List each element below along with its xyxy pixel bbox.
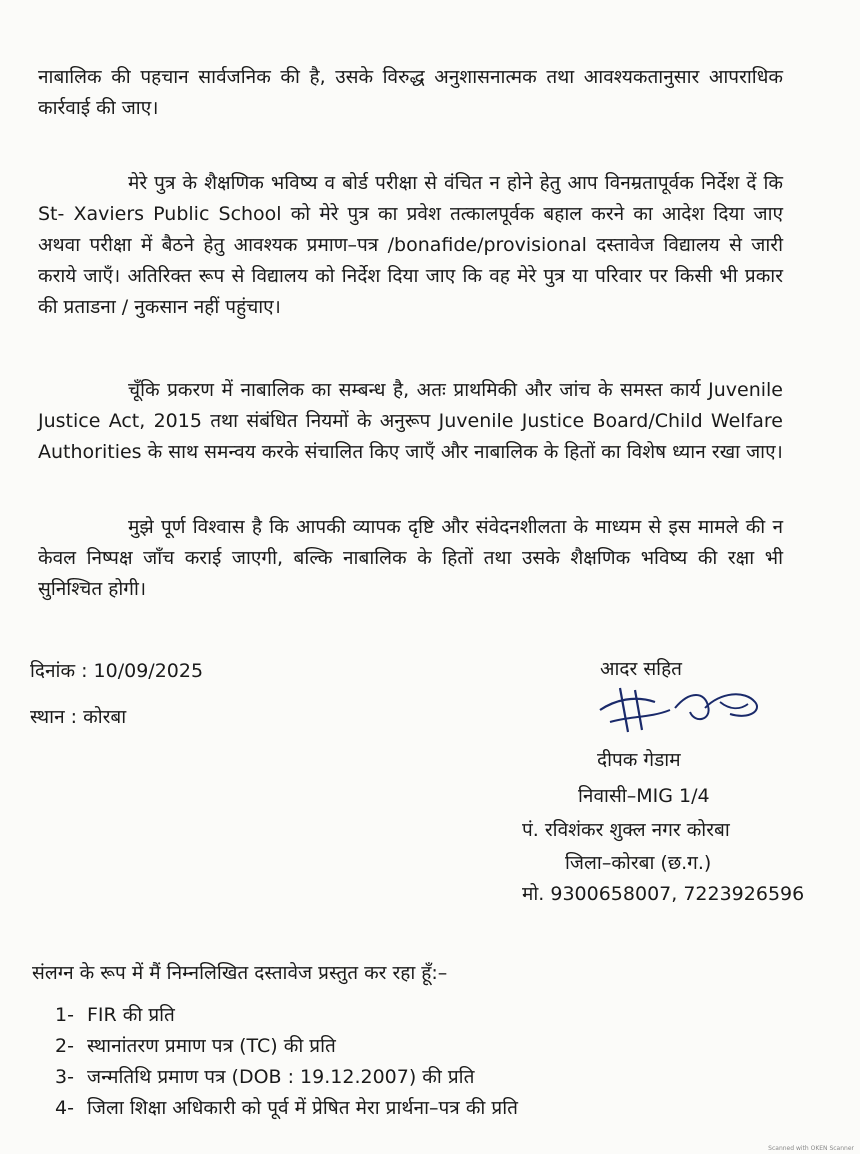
enclosures-list (55, 1000, 518, 1124)
scanner-watermark: Scanned with OKEN Scanner (768, 1145, 854, 1152)
place-line: स्थान : कोरबा (30, 706, 127, 728)
list-item: 1- FIR की प्रति (55, 1004, 175, 1026)
date-line: दिनांक : 10/09/2025 (30, 660, 204, 682)
address-line-2: पं. रविशंकर शुक्ल नगर कोरबा (522, 819, 730, 841)
paragraph-4: मुझे पूर्ण विश्वास है कि आपकी व्यापक दृष्टि और संवेदनशीलता के माध्यम से इस मामले की न केवल निष्पक्ष जाँच कराई जाएगी, बल्कि नाबालिक के हितों तथा उसके शैक्षणिक भविष्य की रक्षा भी सुनिश्चित होगी। (38, 516, 783, 600)
paragraph-1: नाबालिक की पहचान सार्वजनिक की है, उसके विरुद्ध अनुशासनात्मक तथा आवश्यकतानुसार आपराधिक कार्रवाई की जाए। (38, 66, 783, 119)
phone-line: मो. 9300658007, 7223926596 (522, 883, 805, 905)
sender-name: दीपक गेडाम (597, 749, 681, 771)
enclosures-intro: संलग्न के रूप में मैं निम्नलिखित दस्तावेज प्रस्तुत कर रहा हूँ:– (32, 962, 448, 984)
handwritten-signature (580, 680, 770, 740)
closing-text: आदर सहित (600, 658, 683, 680)
list-item: 3- जन्मतिथि प्रमाण पत्र (DOB : 19.12.2007) की प्रति (55, 1066, 475, 1088)
address-line-1: निवासी–MIG 1/4 (578, 785, 710, 807)
list-item: 4- जिला शिक्षा अधिकारी को पूर्व में प्रेषित मेरा प्रार्थना–पत्र की प्रति (55, 1097, 518, 1119)
paragraph-2: मेरे पुत्र के शैक्षणिक भविष्य व बोर्ड परीक्षा से वंचित न होने हेतु आप विनम्रतापूर्वक निर्देश दें कि St- Xaviers Public School को मेरे पुत्र का प्रवेश तत्कालपूर्वक बहाल करने का आदेश दिया जाए अथवा परीक्षा में बैठने हेतु आवश्यक प्रमाण–पत्र /bonafide/provisional दस्तावेज विद्यालय से जारी कराये जाएँ। अतिरिक्त रूप से विद्यालय को निर्देश दिया जाए कि वह मेरे पुत्र या परिवार पर किसी भी प्रकार की प्रताडना / नुकसान नहीं पहुंचाए। (38, 172, 783, 318)
paragraph-3: चूँकि प्रकरण में नाबालिक का सम्बन्ध है, अतः प्राथमिकी और जांच के समस्त कार्य Juvenile Justice Act, 2015 तथा संबंधित नियमों के अनुरूप Juvenile Justice Board/Child Welfare Authorities के साथ समन्वय करके संचालित किए जाएँ और नाबालिक के हितों का विशेष ध्यान रखा जाए। (38, 379, 783, 463)
address-line-3: जिला–कोरबा (छ.ग.) (565, 852, 712, 874)
list-item: 2- स्थानांतरण प्रमाण पत्र (TC) की प्रति (55, 1035, 336, 1057)
